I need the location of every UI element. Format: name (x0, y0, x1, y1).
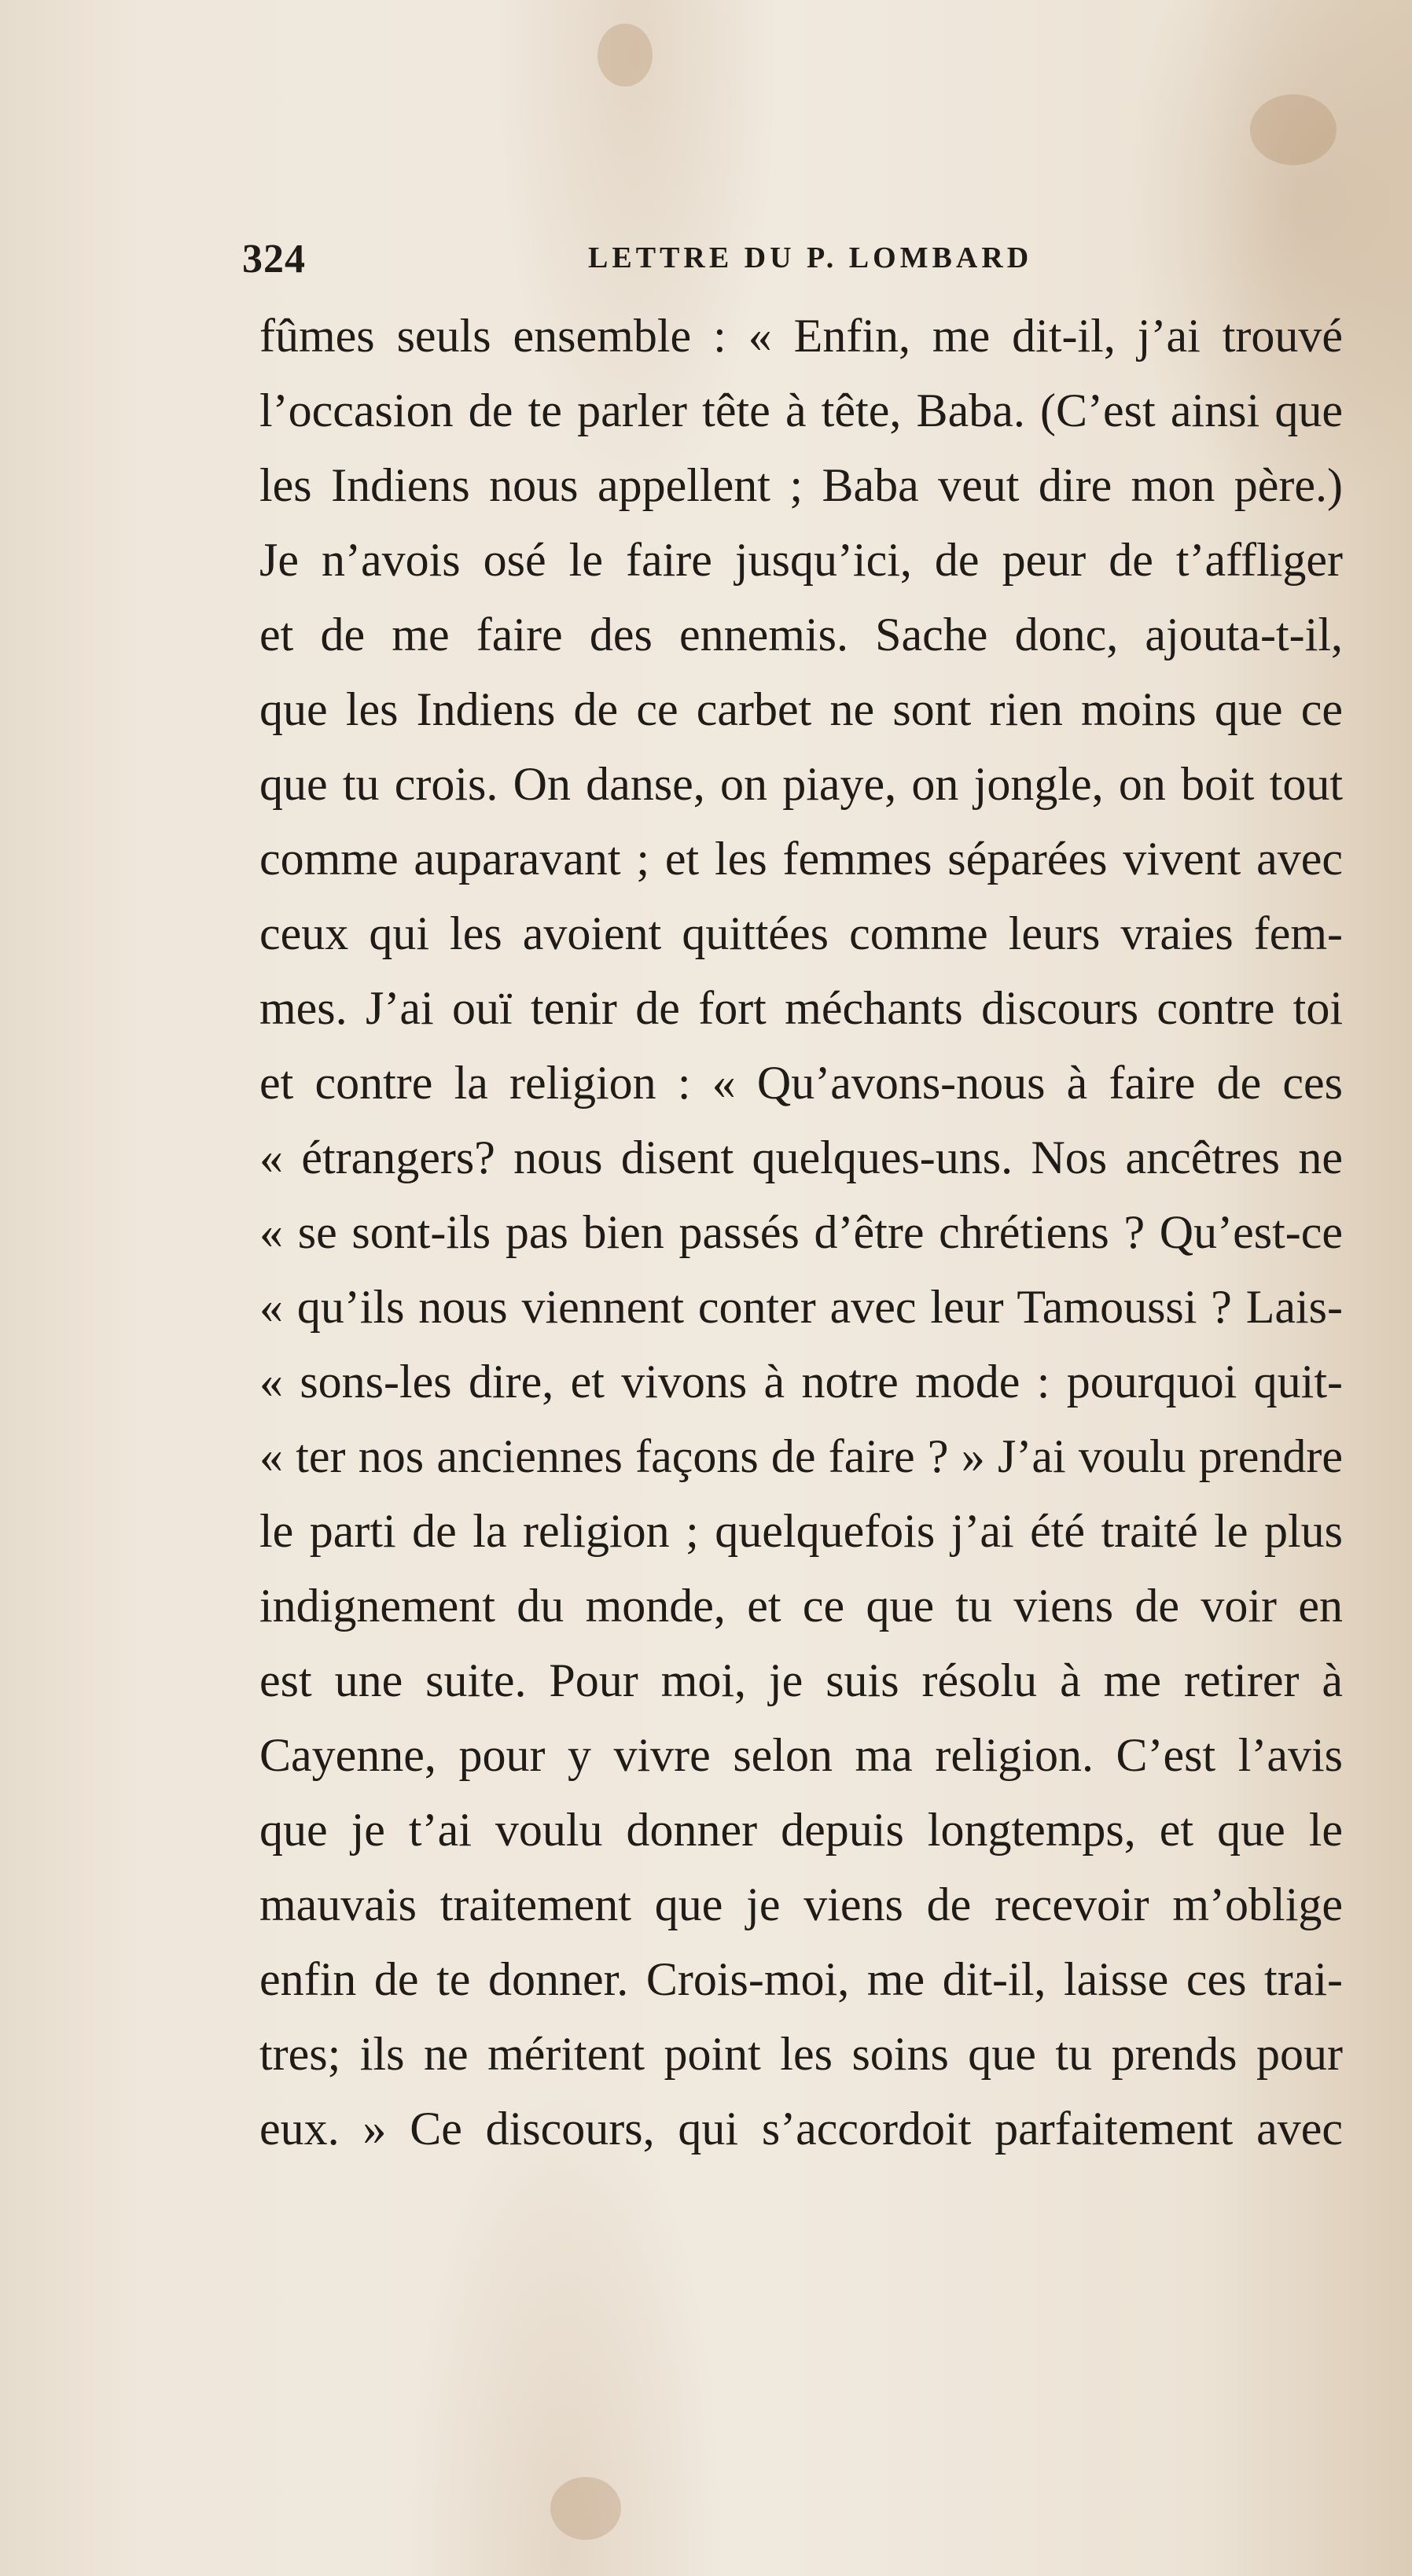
body-text (259, 299, 1343, 2166)
text-line: fûmes seuls ensemble : « Enfin, me dit-il, j’ai trouvé (259, 310, 1343, 362)
text-line: ceux qui les avoient quittées comme leurs vraies fem- (259, 907, 1343, 959)
text-line: mauvais traitement que je viens de recevoir m’oblige (259, 1879, 1343, 1930)
page-header (242, 236, 1343, 291)
text-line: Je n’avois osé le faire jusqu’ici, de peur de t’affliger (259, 534, 1343, 586)
text-line: tres; ils ne méritent point les soins que tu prends pour (259, 2028, 1343, 2080)
text-line: « se sont-ils pas bien passés d’être chrétiens ? Qu’est-ce (259, 1206, 1343, 1258)
text-line: indignement du monde, et ce que tu viens de voir en (259, 1580, 1343, 1632)
text-line: que les Indiens de ce carbet ne sont rien moins que ce (259, 683, 1343, 735)
page-number: 324 (242, 237, 306, 282)
running-head: LETTRE DU P. LOMBARD (588, 241, 1033, 274)
text-line: eux. » Ce discours, qui s’accordoit parfaitement avec (259, 2103, 1343, 2155)
text-line: comme auparavant ; et les femmes séparées vivent avec (259, 833, 1343, 885)
text-line: et contre la religion : « Qu’avons-nous à faire de ces (259, 1057, 1343, 1109)
text-line: l’occasion de te parler tête à tête, Baba. (C’est ainsi que (259, 385, 1343, 436)
text-line: « ter nos anciennes façons de faire ? » J’ai voulu prendre (259, 1430, 1343, 1482)
text-line: et de me faire des ennemis. Sache donc, ajouta-t-il, (259, 609, 1343, 661)
text-line: mes. J’ai ouï tenir de fort méchants discours contre toi (259, 982, 1343, 1034)
paper-stain (1250, 94, 1337, 165)
text-line: « sons-les dire, et vivons à notre mode : pourquoi quit- (259, 1356, 1343, 1408)
text-line: les Indiens nous appellent ; Baba veut dire mon père.) (259, 459, 1343, 511)
text-line: « étrangers? nous disent quelques-uns. Nos ancêtres ne (259, 1132, 1343, 1183)
text-line: est une suite. Pour moi, je suis résolu à me retirer à (259, 1654, 1343, 1706)
text-line: enfin de te donner. Crois-moi, me dit-il, laisse ces trai- (259, 1953, 1343, 2005)
text-line: que je t’ai voulu donner depuis longtemps, et que le (259, 1804, 1343, 1856)
text-line: « qu’ils nous viennent conter avec leur Tamoussi ? Lais- (259, 1281, 1343, 1333)
paper-stain (598, 24, 653, 86)
text-line: Cayenne, pour y vivre selon ma religion. C’est l’avis (259, 1729, 1343, 1781)
paper-stain (550, 2477, 621, 2540)
text-line: que tu crois. On danse, on piaye, on jongle, on boit tout (259, 758, 1343, 810)
text-line: le parti de la religion ; quelquefois j’ai été traité le plus (259, 1505, 1343, 1557)
